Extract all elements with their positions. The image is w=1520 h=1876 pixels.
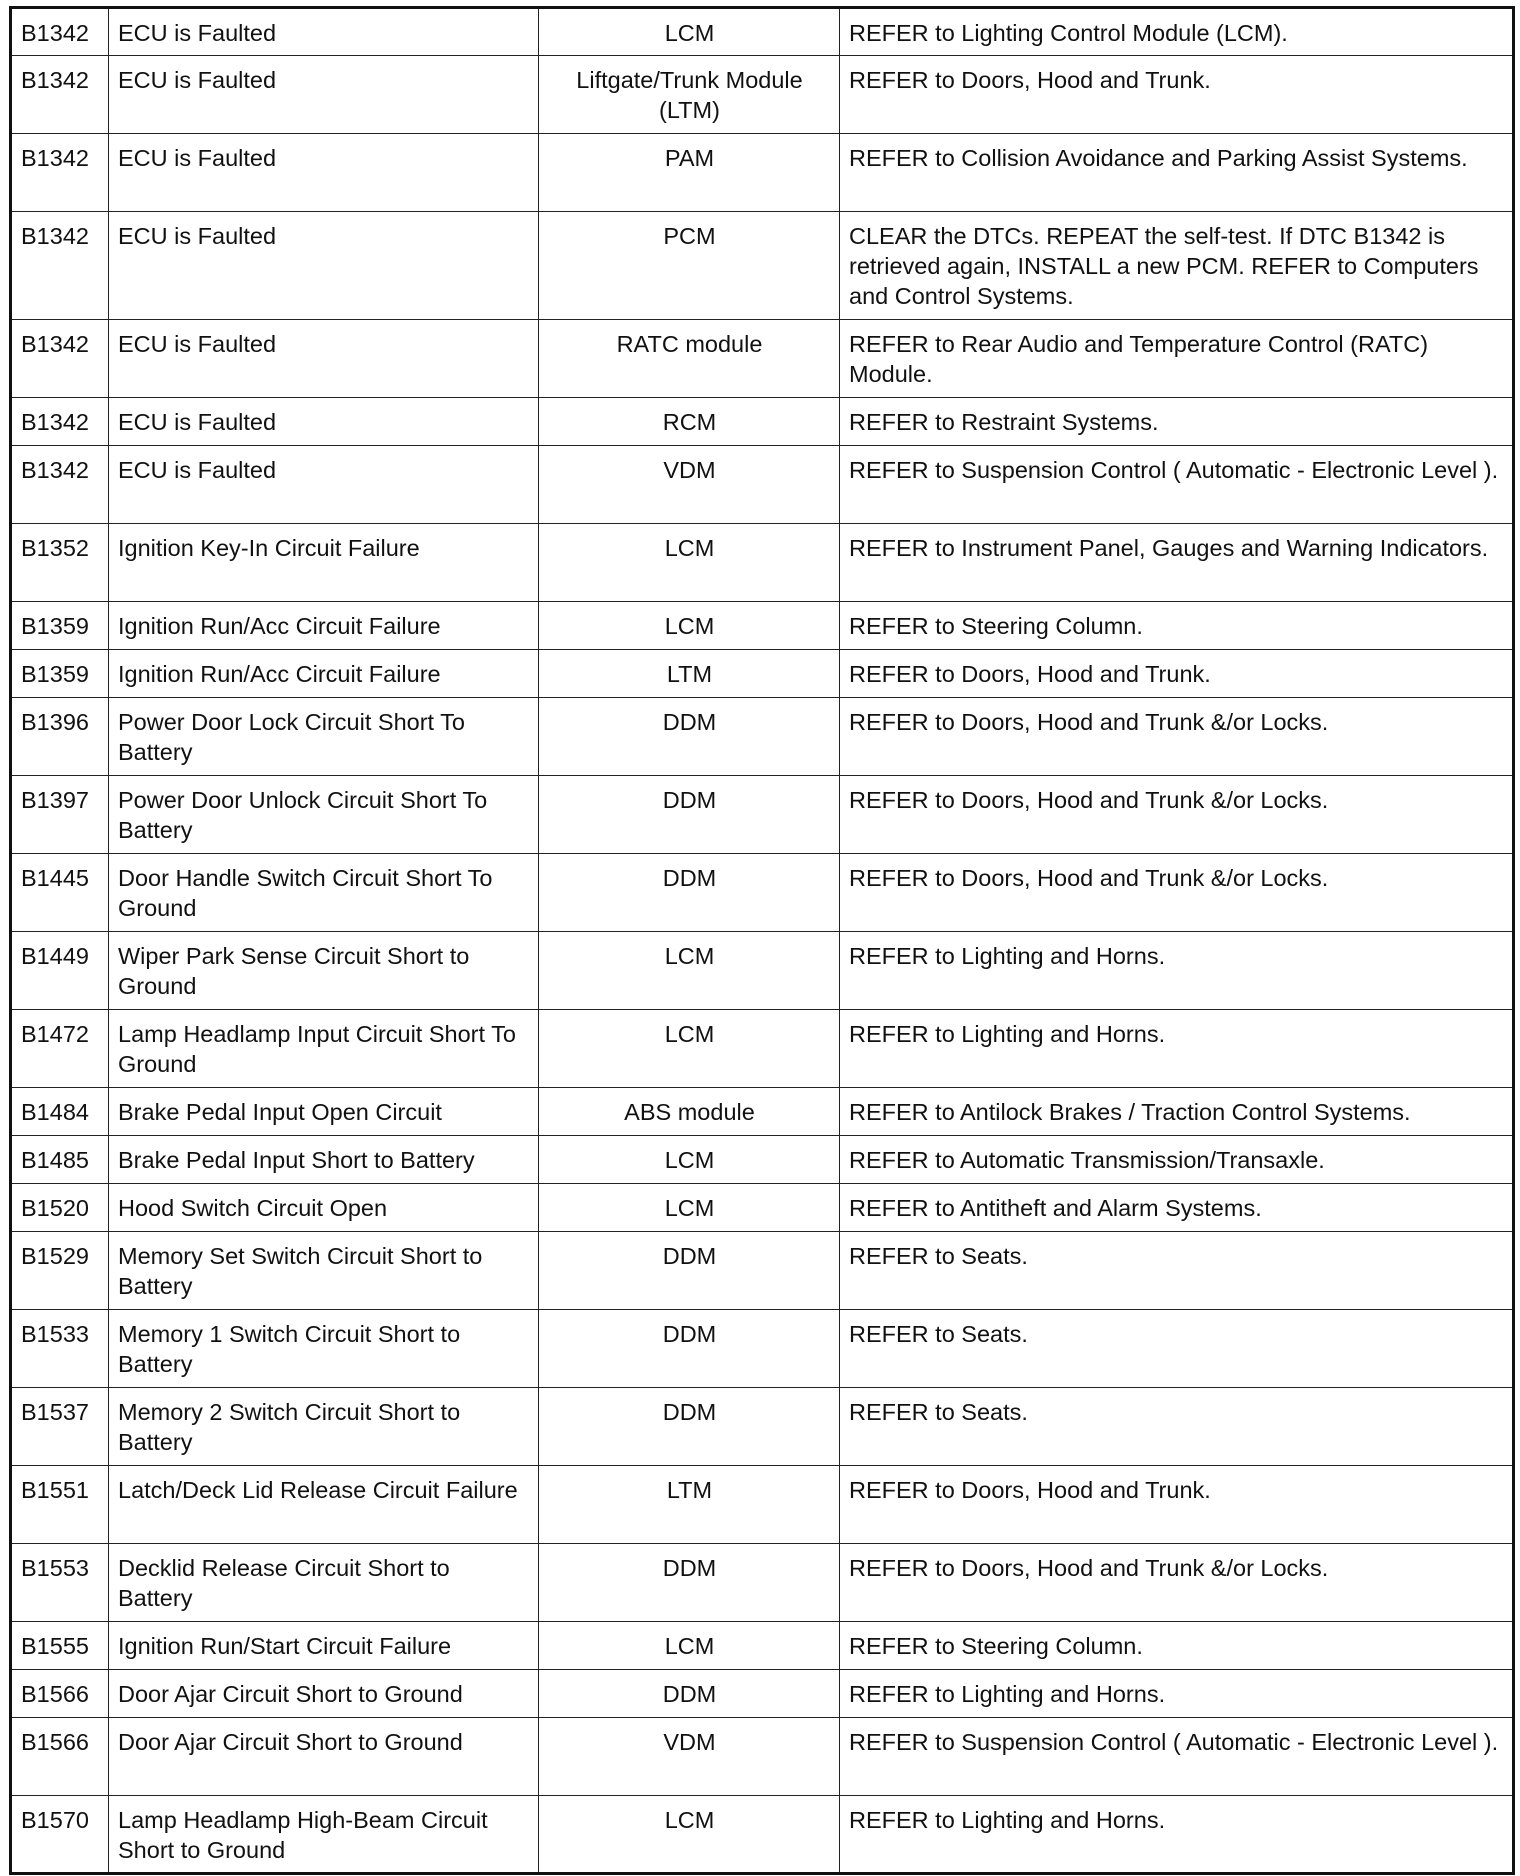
description-cell: ECU is Faulted [109,134,539,212]
module-cell: LCM [539,524,840,602]
dtc-code-cell: B1342 [11,56,109,134]
table-row [11,212,1514,320]
action-cell: REFER to Doors, Hood and Trunk &/or Locks. [840,698,1514,776]
dtc-code-cell: B1537 [11,1388,109,1466]
dtc-code-cell: B1342 [11,446,109,524]
dtc-code-cell: B1485 [11,1136,109,1184]
module-cell: LTM [539,1466,840,1544]
table-row [11,1088,1514,1136]
table-row [11,1544,1514,1622]
table-row [11,1310,1514,1388]
module-cell: LCM [539,1184,840,1232]
action-cell: REFER to Doors, Hood and Trunk &/or Locks. [840,854,1514,932]
module-cell: DDM [539,1232,840,1310]
table-row [11,1184,1514,1232]
action-cell: REFER to Suspension Control ( Automatic - Electronic Level ). [840,446,1514,524]
action-cell: CLEAR the DTCs. REPEAT the self-test. If DTC B1342 is retrieved again, INSTALL a new PCM. REFER to Computers and Control Systems. [840,212,1514,320]
action-cell: REFER to Doors, Hood and Trunk &/or Locks. [840,1544,1514,1622]
module-cell: ABS module [539,1088,840,1136]
table-row [11,1670,1514,1718]
description-cell: Ignition Key-In Circuit Failure [109,524,539,602]
dtc-code-cell: B1551 [11,1466,109,1544]
dtc-code-cell: B1396 [11,698,109,776]
dtc-code-cell: B1342 [11,398,109,446]
table-row [11,602,1514,650]
action-cell: REFER to Lighting and Horns. [840,1010,1514,1088]
module-cell: DDM [539,1310,840,1388]
module-cell: DDM [539,1544,840,1622]
module-cell: LTM [539,650,840,698]
action-cell: REFER to Seats. [840,1310,1514,1388]
module-cell: DDM [539,854,840,932]
module-cell: LCM [539,602,840,650]
description-cell: Hood Switch Circuit Open [109,1184,539,1232]
table-row [11,1796,1514,1874]
dtc-code-cell: B1566 [11,1670,109,1718]
table-row [11,650,1514,698]
table-row [11,1010,1514,1088]
description-cell: Ignition Run/Start Circuit Failure [109,1622,539,1670]
description-cell: Memory 2 Switch Circuit Short to Battery [109,1388,539,1466]
description-cell: ECU is Faulted [109,446,539,524]
dtc-code-cell: B1529 [11,1232,109,1310]
description-cell: Door Handle Switch Circuit Short To Ground [109,854,539,932]
dtc-code-cell: B1472 [11,1010,109,1088]
dtc-code-cell: B1342 [11,320,109,398]
dtc-code-cell: B1342 [11,212,109,320]
table-row [11,854,1514,932]
module-cell: LCM [539,1136,840,1184]
module-cell: LCM [539,1622,840,1670]
description-cell: Door Ajar Circuit Short to Ground [109,1718,539,1796]
action-cell: REFER to Rear Audio and Temperature Control (RATC) Module. [840,320,1514,398]
action-cell: REFER to Lighting Control Module (LCM). [840,8,1514,56]
action-cell: REFER to Restraint Systems. [840,398,1514,446]
description-cell: Lamp Headlamp High-Beam Circuit Short to Ground [109,1796,539,1874]
description-cell: ECU is Faulted [109,320,539,398]
description-cell: Ignition Run/Acc Circuit Failure [109,650,539,698]
table-row [11,1388,1514,1466]
table-row [11,1136,1514,1184]
module-cell: DDM [539,776,840,854]
module-cell: LCM [539,1796,840,1874]
module-cell: DDM [539,1388,840,1466]
module-cell: DDM [539,1670,840,1718]
table-row [11,320,1514,398]
table-row [11,776,1514,854]
dtc-code-cell: B1359 [11,650,109,698]
module-cell: LCM [539,932,840,1010]
table-row [11,8,1514,56]
table-row [11,1718,1514,1796]
description-cell: ECU is Faulted [109,212,539,320]
dtc-code-cell: B1533 [11,1310,109,1388]
action-cell: REFER to Lighting and Horns. [840,1796,1514,1874]
description-cell: Memory 1 Switch Circuit Short to Battery [109,1310,539,1388]
module-cell: VDM [539,446,840,524]
dtc-code-cell: B1342 [11,134,109,212]
action-cell: REFER to Seats. [840,1388,1514,1466]
action-cell: REFER to Antitheft and Alarm Systems. [840,1184,1514,1232]
table-row [11,1466,1514,1544]
description-cell: Ignition Run/Acc Circuit Failure [109,602,539,650]
module-cell: RCM [539,398,840,446]
description-cell: Decklid Release Circuit Short to Battery [109,1544,539,1622]
description-cell: Power Door Unlock Circuit Short To Battery [109,776,539,854]
action-cell: REFER to Steering Column. [840,602,1514,650]
module-cell: RATC module [539,320,840,398]
table-row [11,398,1514,446]
action-cell: REFER to Seats. [840,1232,1514,1310]
description-cell: Lamp Headlamp Input Circuit Short To Ground [109,1010,539,1088]
action-cell: REFER to Steering Column. [840,1622,1514,1670]
action-cell: REFER to Lighting and Horns. [840,932,1514,1010]
module-cell: LCM [539,8,840,56]
module-cell: VDM [539,1718,840,1796]
action-cell: REFER to Antilock Brakes / Traction Control Systems. [840,1088,1514,1136]
action-cell: REFER to Instrument Panel, Gauges and Warning Indicators. [840,524,1514,602]
action-cell: REFER to Doors, Hood and Trunk. [840,1466,1514,1544]
action-cell: REFER to Suspension Control ( Automatic - Electronic Level ). [840,1718,1514,1796]
action-cell: REFER to Lighting and Horns. [840,1670,1514,1718]
dtc-code-cell: B1342 [11,8,109,56]
dtc-code-cell: B1553 [11,1544,109,1622]
module-cell: LCM [539,1010,840,1088]
table-row [11,524,1514,602]
dtc-code-cell: B1359 [11,602,109,650]
description-cell: Brake Pedal Input Open Circuit [109,1088,539,1136]
module-cell: Liftgate/Trunk Module (LTM) [539,56,840,134]
table-row [11,932,1514,1010]
table-row [11,56,1514,134]
module-cell: PCM [539,212,840,320]
description-cell: Power Door Lock Circuit Short To Battery [109,698,539,776]
description-cell: ECU is Faulted [109,8,539,56]
dtc-code-cell: B1570 [11,1796,109,1874]
dtc-code-cell: B1566 [11,1718,109,1796]
description-cell: ECU is Faulted [109,56,539,134]
description-cell: Door Ajar Circuit Short to Ground [109,1670,539,1718]
dtc-code-cell: B1555 [11,1622,109,1670]
description-cell: Latch/Deck Lid Release Circuit Failure [109,1466,539,1544]
action-cell: REFER to Doors, Hood and Trunk &/or Locks. [840,776,1514,854]
dtc-code-cell: B1397 [11,776,109,854]
dtc-code-cell: B1352 [11,524,109,602]
module-cell: PAM [539,134,840,212]
module-cell: DDM [539,698,840,776]
dtc-table [9,6,1515,1875]
description-cell: Wiper Park Sense Circuit Short to Ground [109,932,539,1010]
action-cell: REFER to Doors, Hood and Trunk. [840,56,1514,134]
action-cell: REFER to Collision Avoidance and Parking Assist Systems. [840,134,1514,212]
dtc-table-body [11,8,1514,1874]
action-cell: REFER to Doors, Hood and Trunk. [840,650,1514,698]
dtc-code-cell: B1449 [11,932,109,1010]
description-cell: Brake Pedal Input Short to Battery [109,1136,539,1184]
description-cell: Memory Set Switch Circuit Short to Battery [109,1232,539,1310]
table-row [11,1232,1514,1310]
table-row [11,1622,1514,1670]
dtc-code-cell: B1484 [11,1088,109,1136]
table-row [11,134,1514,212]
description-cell: ECU is Faulted [109,398,539,446]
dtc-code-cell: B1445 [11,854,109,932]
table-row [11,446,1514,524]
dtc-code-cell: B1520 [11,1184,109,1232]
table-row [11,698,1514,776]
action-cell: REFER to Automatic Transmission/Transaxle. [840,1136,1514,1184]
